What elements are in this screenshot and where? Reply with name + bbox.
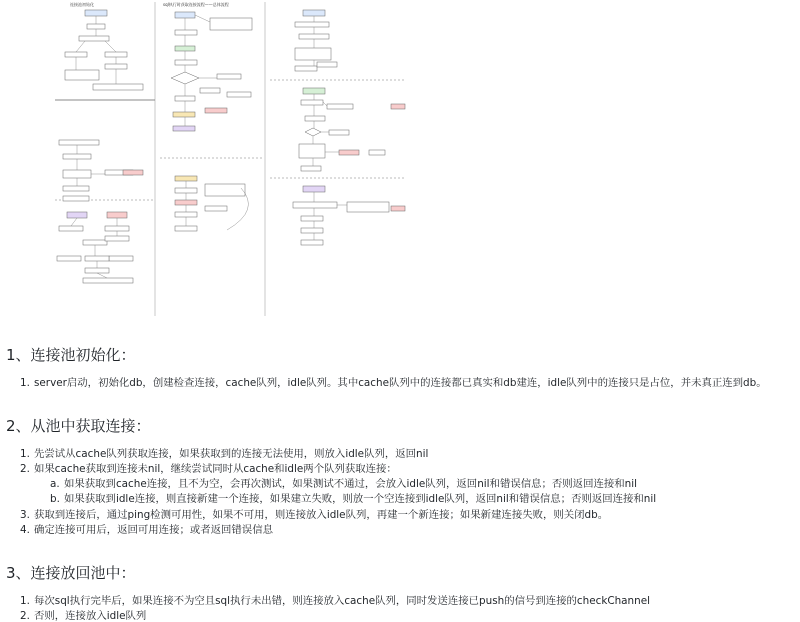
list-item: [20, 592, 650, 607]
list-item: [50, 490, 656, 505]
list-item: [50, 475, 637, 490]
list-item-text: 确定连接可用后，返回可用连接；或者返回错误信息: [34, 524, 273, 536]
list-item: [20, 374, 767, 389]
flowchart-diagram: [55, 0, 745, 318]
list-item-text: 否则，连接放入idle队列: [34, 610, 147, 622]
list-item: [20, 607, 146, 622]
list-item-text: server启动，初始化db，创建检查连接，cache队列，idle队列。其中cache队列中的连接都已真实和db建连，idle队列中的连接只是占位，并未真正连到db。: [34, 377, 767, 389]
list-marker: 4.: [20, 524, 30, 536]
section-heading-init: 1、连接池初始化：: [6, 346, 136, 364]
list-item: [20, 506, 608, 521]
list-item: [20, 521, 273, 536]
list-item-text: 每次sql执行完毕后，如果连接不为空且sql执行未出错，则连接放入cache队列，同时发送连接已push的信号到连接的checkChannel: [34, 595, 651, 607]
list-item-text: 获取到连接后，通过ping检测可用性，如果不可用，则连接放入idle队列，再建一个新连接；如果新建连接失败，则关闭db。: [34, 509, 609, 521]
list-item-text: 如果获取到cache连接，且不为空，会再次测试，如果测试不通过，会放入idle队列，返回nil和错误信息；否则返回连接和nil: [64, 478, 637, 490]
list-item-text: 先尝试从cache队列获取连接，如果获取到的连接无法使用，则放入idle队列，返回nil: [34, 448, 429, 460]
list-item-text: 如果cache获取到连接未nil，继续尝试同时从cache和idle两个队列获取连接：: [34, 463, 397, 475]
list-marker: 2.: [20, 463, 30, 475]
list-marker: 3.: [20, 509, 30, 521]
list-marker: b.: [50, 493, 60, 505]
section-heading-return: 3、连接放回池中：: [6, 564, 136, 582]
list-marker: 1.: [20, 377, 30, 389]
list-marker: 2.: [20, 610, 30, 622]
section-heading-acquire: 2、从池中获取连接：: [6, 417, 151, 435]
panel2-title: sql执行时获取连接流程——总体流程: [163, 2, 229, 7]
list-item: [20, 460, 397, 475]
list-marker: a.: [50, 478, 60, 490]
panel1-title: 连接池初始化: [70, 2, 94, 7]
list-marker: 1.: [20, 448, 30, 460]
list-marker: 1.: [20, 595, 30, 607]
list-item: [20, 445, 428, 460]
list-item-text: 如果获取到idle连接，则直接新建一个连接，如果建立失败，则放一个空连接到idle队列，返回nil和错误信息；否则返回连接和nil: [64, 493, 657, 505]
